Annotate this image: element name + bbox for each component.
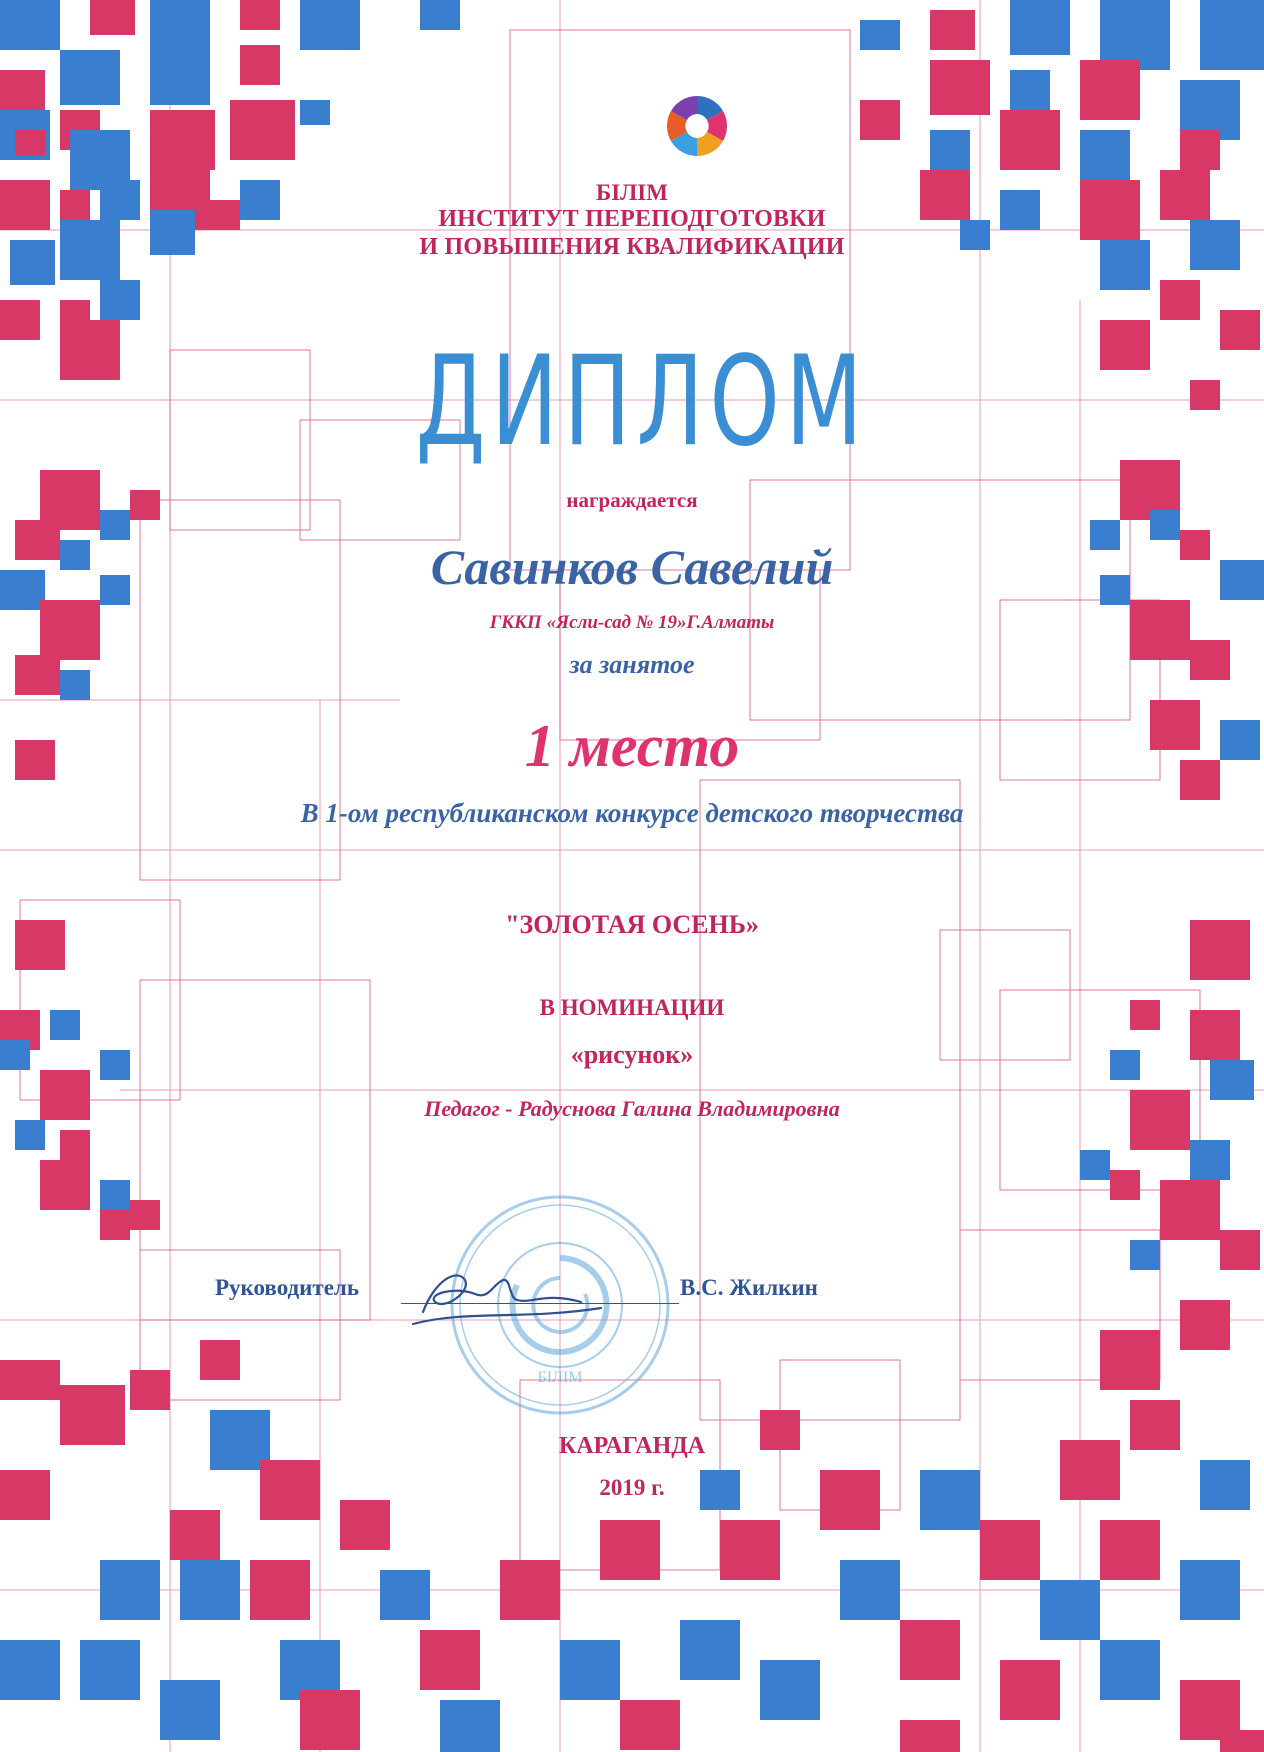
decor-square xyxy=(60,320,120,380)
decor-square xyxy=(130,1200,160,1230)
decor-square xyxy=(720,1520,780,1580)
org-name-line1: ИНСТИТУТ ПЕРЕПОДГОТОВКИ xyxy=(438,206,826,232)
city-name: КАРАГАНДА xyxy=(558,1433,706,1459)
decor-square xyxy=(240,45,280,85)
decor-square xyxy=(860,20,900,50)
diploma-title: ДИПЛОМ xyxy=(415,330,869,474)
signer-name: В.С. Жилкин xyxy=(680,1275,818,1300)
recipient-name: Савинков Савелий xyxy=(430,539,834,595)
decor-square xyxy=(250,1560,310,1620)
decor-square xyxy=(1080,130,1130,180)
decor-square xyxy=(1180,130,1220,170)
decor-square xyxy=(600,1520,660,1580)
decor-square xyxy=(1040,1580,1100,1640)
decor-square xyxy=(1160,280,1200,320)
for-text: за занятое xyxy=(569,650,695,679)
decor-square xyxy=(1180,1300,1230,1350)
decor-square xyxy=(680,1620,740,1680)
signature-label: Руководитель xyxy=(215,1275,359,1300)
decor-square xyxy=(300,100,330,125)
org-short-name: БІЛІМ xyxy=(596,180,668,205)
bilim-logo-icon xyxy=(663,92,731,160)
decor-square xyxy=(1150,510,1180,540)
decor-square xyxy=(900,1720,960,1752)
decor-square xyxy=(300,1690,360,1750)
decor-square xyxy=(620,1700,680,1750)
decor-square xyxy=(500,1560,560,1620)
decor-frame xyxy=(140,980,370,1320)
decor-square xyxy=(300,0,360,50)
decor-square xyxy=(1220,1230,1260,1270)
decor-square xyxy=(90,0,135,35)
decor-square xyxy=(200,1340,240,1380)
decor-square xyxy=(15,130,45,155)
decor-square xyxy=(1010,70,1050,110)
decor-square xyxy=(1000,1660,1060,1720)
handwritten-signature xyxy=(405,1250,605,1340)
decor-square xyxy=(420,0,460,30)
stamp-text: БІЛІМ xyxy=(537,1369,583,1386)
decor-square xyxy=(560,1640,620,1700)
decor-square xyxy=(980,1520,1040,1580)
decor-square xyxy=(1220,1730,1264,1752)
place-award: 1 место xyxy=(524,713,740,779)
decor-square xyxy=(100,1180,130,1210)
decor-square xyxy=(900,1620,960,1680)
decor-square xyxy=(380,1570,430,1620)
decor-square xyxy=(40,1160,90,1210)
decor-square xyxy=(930,130,970,170)
decor-square xyxy=(150,0,210,55)
decor-square xyxy=(130,1370,170,1410)
decor-square xyxy=(0,300,40,340)
decor-square xyxy=(1110,1170,1140,1200)
decor-square xyxy=(340,1500,390,1550)
decor-square xyxy=(150,50,210,105)
decor-square xyxy=(930,10,975,50)
decor-square xyxy=(100,280,140,320)
decor-square xyxy=(100,1560,160,1620)
decor-square xyxy=(100,510,130,540)
decor-square xyxy=(60,1130,90,1160)
decor-square xyxy=(1010,0,1070,55)
decor-square xyxy=(1100,1520,1160,1580)
decor-square xyxy=(1100,1640,1160,1700)
decor-square xyxy=(1190,380,1220,410)
decor-square xyxy=(760,1660,820,1720)
decor-square xyxy=(0,0,60,50)
contest-description: В 1-ом республиканском конкурсе детского творчества xyxy=(300,798,964,828)
year: 2019 г. xyxy=(599,1475,665,1500)
decor-square xyxy=(840,1560,900,1620)
decor-square xyxy=(1180,1560,1240,1620)
decor-square xyxy=(1190,1140,1230,1180)
decor-square xyxy=(170,1510,220,1560)
decor-square xyxy=(1100,1330,1160,1390)
decor-square xyxy=(100,1210,130,1240)
decor-square xyxy=(150,110,215,170)
nomination-label: В НОМИНАЦИИ xyxy=(539,995,725,1020)
decor-square xyxy=(1080,1150,1110,1180)
teacher-name: Педагог - Радуснова Галина Владимировна xyxy=(424,1096,840,1121)
decor-square xyxy=(860,100,900,140)
recipient-institution: ГККП «Ясли-сад № 19»Г.Алматы xyxy=(489,612,775,633)
decor-square xyxy=(1160,1180,1220,1240)
decor-square xyxy=(440,1700,500,1752)
decor-square xyxy=(1100,0,1170,70)
decor-square xyxy=(1200,0,1264,70)
decor-square xyxy=(1130,1240,1160,1270)
decor-square xyxy=(240,0,280,30)
decor-square xyxy=(160,1680,220,1740)
org-name-line2: И ПОВЫШЕНИЯ КВАЛИФИКАЦИИ xyxy=(419,234,845,260)
decor-square xyxy=(1100,320,1150,370)
decor-square xyxy=(15,1120,45,1150)
decor-square xyxy=(1080,60,1140,120)
decor-square xyxy=(0,1640,60,1700)
decor-square xyxy=(0,1360,60,1400)
decor-square xyxy=(180,1560,240,1620)
decor-square xyxy=(1000,110,1060,170)
decor-square xyxy=(0,70,45,115)
decor-square xyxy=(1220,310,1260,350)
decor-square xyxy=(60,50,120,105)
nomination-value: «рисунок» xyxy=(570,1040,694,1069)
decor-square xyxy=(230,100,295,160)
decor-square xyxy=(930,60,990,115)
contest-name: "ЗОЛОТАЯ ОСЕНЬ» xyxy=(505,910,759,939)
awarded-text: награждается xyxy=(566,488,698,512)
decor-square xyxy=(80,1640,140,1700)
decor-square xyxy=(420,1630,480,1690)
